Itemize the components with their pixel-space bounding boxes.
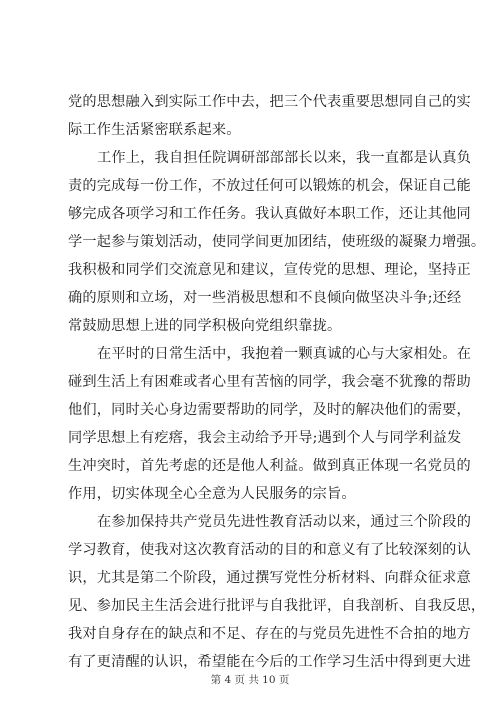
text-line: 学习教育，使我对这次教育活动的目的和意义有了比较深刻的认	[68, 542, 471, 558]
text-line: 同学思想上有疙瘩，我会主动给予开导;遇到个人与同学利益发	[68, 430, 462, 446]
text-line: 工作上，我自担任院调研部部部长以来，我一直都是认真负	[97, 150, 472, 166]
paragraph	[68, 88, 471, 144]
text-line: 确的原则和立场，对一些消极思想和不良倾向做坚决斗争;还经	[68, 290, 462, 306]
paragraph	[68, 508, 486, 676]
text-line: 在平时的日常生活中，我抱着一颗真诚的心与大家相处。在	[97, 346, 472, 362]
text-line: 学一起参与策划活动，使同学间更加团结，使班级的凝聚力增强。	[68, 234, 486, 250]
text-line: 作用，切实体现全心全意为人民服务的宗旨。	[68, 486, 356, 502]
page-footer: 第 4 页 共 10 页	[210, 674, 290, 686]
text-line: 生冲突时，首先考虑的还是他人利益。做到真正体现一名党员的	[68, 458, 471, 474]
text-line: 有了更清醒的认识，希望能在今后的工作学习生活中得到更大进	[68, 654, 471, 670]
paragraph	[68, 340, 472, 508]
text-line: 在参加保持共产党员先进性教育活动以来，通过三个阶段的	[97, 514, 472, 530]
text-line: 责的完成每一份工作，不放过任何可以锻炼的机会，保证自己能	[68, 178, 471, 194]
paragraph	[68, 144, 486, 340]
text-line: 他们，同时关心身边需要帮助的同学，及时的解决他们的需要，	[68, 402, 471, 418]
text-line: 我对自身存在的缺点和不足、存在的与党员先进性不合拍的地方	[68, 626, 471, 642]
text-line: 识，尤其是第二个阶段，通过撰写党性分析材料、向群众征求意	[68, 570, 471, 586]
text-line: 够完成各项学习和工作任务。我认真做好本职工作，还让其他同	[68, 206, 471, 222]
text-line: 党的思想融入到实际工作中去，把三个代表重要思想同自己的实	[68, 94, 471, 110]
text-line: 碰到生活上有困难或者心里有苦恼的同学，我会毫不犹豫的帮助	[68, 374, 471, 390]
text-line: 见、参加民主生活会进行批评与自我批评，自我剖析、自我反思，	[68, 598, 486, 614]
text-line: 我积极和同学们交流意见和建议，宣传党的思想、理论，坚持正	[68, 262, 471, 278]
document-body	[68, 88, 486, 676]
text-line: 常鼓励思想上进的同学积极向党组织靠拢。	[68, 318, 342, 334]
text-line: 际工作生活紧密联系起来。	[68, 122, 241, 138]
